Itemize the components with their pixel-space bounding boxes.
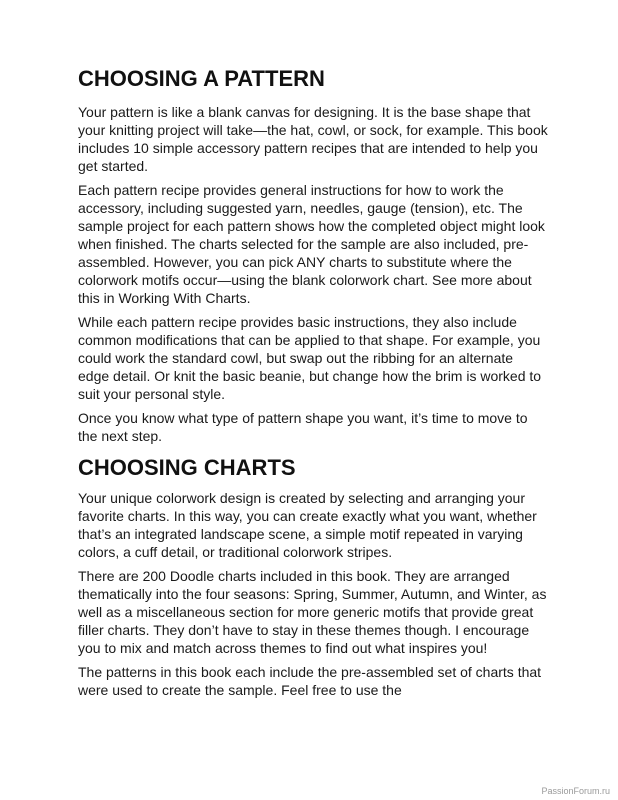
paragraph: There are 200 Doodle charts included in this book. They are arranged thematically into the four seasons: Spring, Summer, Autumn, and Winter, as well as a miscellaneous section for more generic motifs that provide great filler charts. They don’t have to stay in these themes though. I encourage you to mix and match across themes to find out what inspires you!: [78, 568, 547, 656]
section-choosing-a-pattern: [78, 66, 548, 445]
document-page: [78, 66, 548, 705]
watermark: PassionForum.ru: [541, 786, 610, 796]
paragraph: Your pattern is like a blank canvas for designing. It is the base shape that your knitting project will take—the hat, cowl, or sock, for example. This book includes 10 simple accessory pattern recipes that are intended to help you get started.: [78, 104, 548, 174]
paragraph: Your unique colorwork design is created by selecting and arranging your favorite charts. In this way, you can create exactly what you want, whether that’s an integrated landscape scene, a simple motif repeated in varying colors, a cuff detail, or traditional colorwork stripes.: [78, 490, 537, 560]
section-choosing-charts: [78, 455, 548, 699]
section-heading: CHOOSING CHARTS: [78, 455, 296, 480]
paragraph: The patterns in this book each include the pre-assembled set of charts that were used to create the sample. Feel free to use the: [78, 664, 542, 698]
paragraph: Once you know what type of pattern shape you want, it’s time to move to the next step.: [78, 410, 528, 444]
section-heading: CHOOSING A PATTERN: [78, 66, 325, 91]
paragraph: While each pattern recipe provides basic instructions, they also include common modifications that can be applied to that shape. For example, you could work the standard cowl, but swap out the ribbing for an alternate edge detail. Or knit the basic beanie, but change how the brim is worked to suit your personal style.: [78, 314, 542, 402]
paragraph: Each pattern recipe provides general instructions for how to work the accessory, including suggested yarn, needles, gauge (tension), etc. The sample project for each pattern shows how the completed object might look when finished. The charts selected for the sample are also included, pre-assembled. However, you can pick ANY charts to substitute where the colorwork motifs occur—using the blank colorwork chart. See more about this in Working With Charts.: [78, 182, 545, 306]
